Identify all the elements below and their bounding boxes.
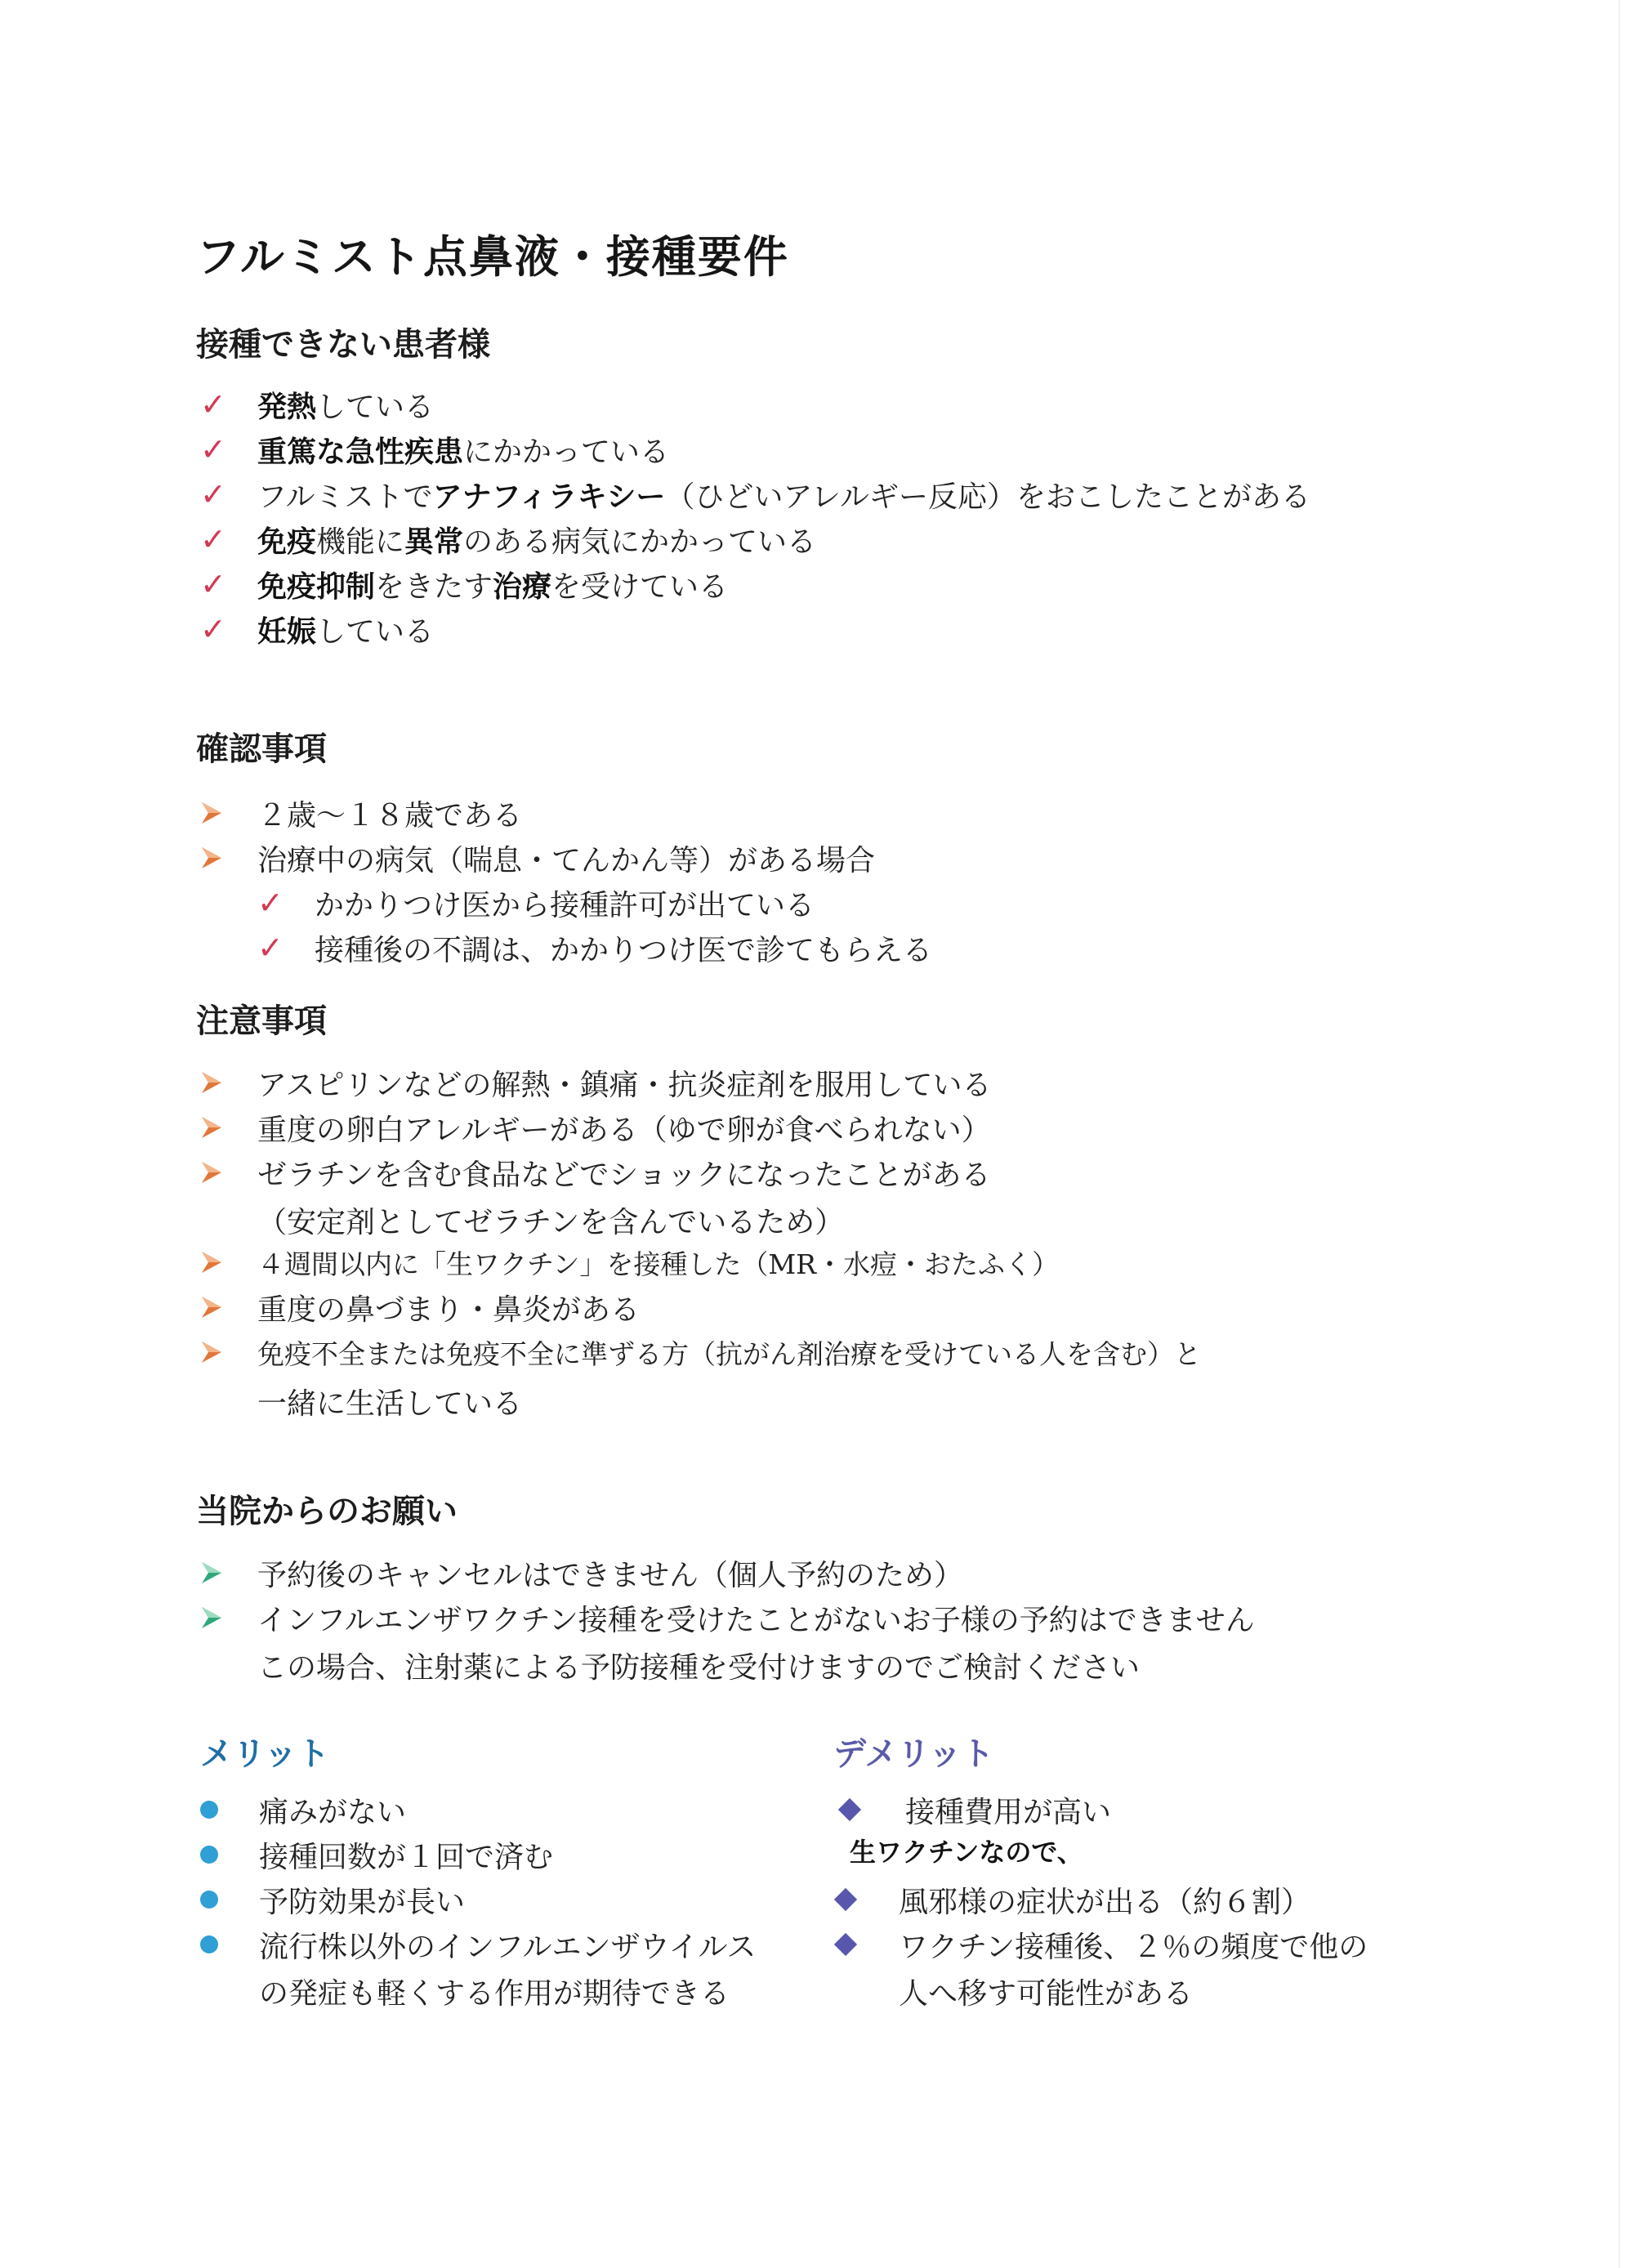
- item-text: かかりつけ医から接種許可が出ている: [315, 888, 815, 922]
- sub-list-item: [253, 882, 815, 923]
- list-item: [196, 429, 669, 470]
- blue-dot-icon: [200, 1891, 259, 1909]
- check-mark-icon: ✓: [257, 885, 283, 921]
- item-text: 風邪様の症状が出る（約６割）: [899, 1885, 1311, 1919]
- bold-text: アナフィラキシー: [432, 480, 666, 514]
- item-text: 接種回数が１回で済む: [259, 1840, 554, 1874]
- item-text: 治療中の病気（喘息・てんかん等）がある場合: [257, 843, 876, 877]
- list-item: [196, 1107, 991, 1148]
- item-text: 痛みがない: [259, 1795, 407, 1829]
- section-heading-caution: 注意事項: [196, 1002, 327, 1040]
- item-continuation: この場合、注射薬による予防接種を受付けますのでご検討ください: [257, 1651, 1141, 1685]
- item-text: 重度の卵白アレルギーがある（ゆで卵が食べられない）: [257, 1113, 991, 1147]
- orange-arrow-icon: [196, 801, 257, 825]
- orange-arrow-icon: [196, 846, 257, 870]
- check-mark-icon: ✓: [200, 521, 226, 557]
- list-item: [196, 837, 875, 878]
- orange-arrow-icon: [196, 1160, 257, 1185]
- bold-text: 妊娠: [257, 614, 317, 649]
- bold-text: 免疫抑制: [257, 569, 376, 604]
- item-text: ゼラチンを含む食品などでショックになったことがある: [257, 1158, 991, 1192]
- list-item: [196, 609, 434, 650]
- item-continuation: 人へ移す可能性がある: [899, 1977, 1194, 2011]
- list-item: [196, 564, 728, 605]
- item-text: 接種後の不調は、かかりつけ医で診てもらえる: [315, 933, 933, 967]
- merit-heading: メリット: [200, 1735, 330, 1773]
- item-text: 接種費用が高い: [905, 1795, 1112, 1829]
- item-text: アスピリンなどの解熱・鎮痛・抗炎症剤を服用している: [257, 1068, 992, 1102]
- item-text: している: [316, 390, 435, 424]
- merit-item: [200, 1834, 553, 1875]
- list-item: [196, 1552, 963, 1593]
- blue-dot-icon: [200, 1801, 259, 1819]
- check-mark-icon: ✓: [200, 386, 226, 422]
- item-text: ワクチン接種後、２％の頻度で他の: [899, 1930, 1368, 1964]
- sub-list-item: [253, 927, 932, 968]
- purple-diamond-icon: [842, 1801, 905, 1818]
- check-mark-icon: ✓: [200, 611, 226, 647]
- demerit-heading: デメリット: [833, 1735, 994, 1773]
- item-text: フルミストで: [257, 480, 433, 514]
- section-heading-request: 当院からのお願い: [196, 1493, 458, 1530]
- blue-dot-icon: [200, 1935, 259, 1953]
- bold-text: 治療: [493, 569, 552, 604]
- orange-arrow-icon: [196, 1250, 257, 1275]
- item-text: 予防効果が長い: [259, 1885, 466, 1919]
- item-continuation: の発症も軽くする作用が期待できる: [259, 1977, 730, 2011]
- check-mark-icon: ✓: [200, 476, 226, 512]
- list-item: [196, 519, 816, 560]
- item-text: ２歳〜１８歳である: [257, 798, 523, 833]
- orange-arrow-icon: [196, 1115, 257, 1140]
- check-mark-icon: ✓: [200, 431, 226, 467]
- orange-arrow-icon: [196, 1070, 257, 1095]
- list-item: [196, 1062, 992, 1103]
- item-text: をきたす: [375, 569, 493, 604]
- section-heading-confirmation: 確認事項: [196, 730, 327, 768]
- item-text: 予約後のキャンセルはできません（個人予約のため）: [257, 1558, 964, 1592]
- list-item: [196, 384, 434, 425]
- page-title: フルミスト点鼻液・接種要件: [196, 231, 789, 283]
- bold-text: 免疫: [257, 525, 317, 559]
- check-mark-icon: ✓: [257, 930, 283, 966]
- list-item: [196, 792, 522, 833]
- list-item: [196, 1242, 1059, 1283]
- bold-text: 重篤な急性疾患: [257, 435, 464, 469]
- item-text: （ひどいアレルギー反応）をおこしたことがある: [665, 480, 1310, 514]
- purple-diamond-icon: [837, 1936, 899, 1953]
- merit-item: [200, 1789, 406, 1830]
- check-mark-icon: ✓: [200, 566, 226, 602]
- list-item: [196, 1332, 1201, 1373]
- item-text: 機能に: [316, 525, 405, 559]
- green-arrow-icon: [196, 1560, 257, 1585]
- item-continuation: 一緒に生活している: [257, 1387, 523, 1421]
- item-text: のある病気にかかっている: [463, 525, 817, 559]
- list-item: [196, 1287, 640, 1328]
- item-text: している: [316, 614, 435, 649]
- purple-diamond-icon: [837, 1891, 899, 1908]
- demerit-item: [837, 1879, 1310, 1920]
- item-text: 重度の鼻づまり・鼻炎がある: [257, 1292, 641, 1327]
- demerit-subnote: 生ワクチンなので、: [850, 1837, 1083, 1868]
- orange-arrow-icon: [196, 1295, 257, 1319]
- list-item: [196, 1597, 1255, 1638]
- orange-arrow-icon: [196, 1340, 257, 1364]
- merit-item: [200, 1879, 465, 1920]
- demerit-item: [842, 1789, 1111, 1830]
- section-heading-not-eligible: 接種できない患者様: [196, 326, 490, 364]
- list-item: [196, 474, 1310, 515]
- item-text: 流行株以外のインフルエンザウイルス: [259, 1930, 757, 1964]
- item-text: を受けている: [551, 569, 729, 604]
- list-item: [196, 1152, 990, 1193]
- item-text: にかかっている: [463, 435, 670, 469]
- merit-item: [200, 1924, 756, 1965]
- green-arrow-icon: [196, 1605, 257, 1630]
- item-text: 免疫不全または免疫不全に準ずる方（抗がん剤治療を受けている人を含む）と: [257, 1337, 1201, 1370]
- item-continuation: （安定剤としてゼラチンを含んでいるため）: [257, 1206, 845, 1239]
- bold-text: 異常: [404, 525, 464, 559]
- demerit-item: [837, 1924, 1368, 1965]
- item-text: インフルエンザワクチン接種を受けたことがないお子様の予約はできません: [257, 1603, 1255, 1637]
- bold-text: 発熱: [257, 390, 317, 424]
- blue-dot-icon: [200, 1846, 259, 1864]
- item-text: ４週間以内に「生ワクチン」を接種した（MR・水痘・おたふく）: [257, 1248, 1059, 1280]
